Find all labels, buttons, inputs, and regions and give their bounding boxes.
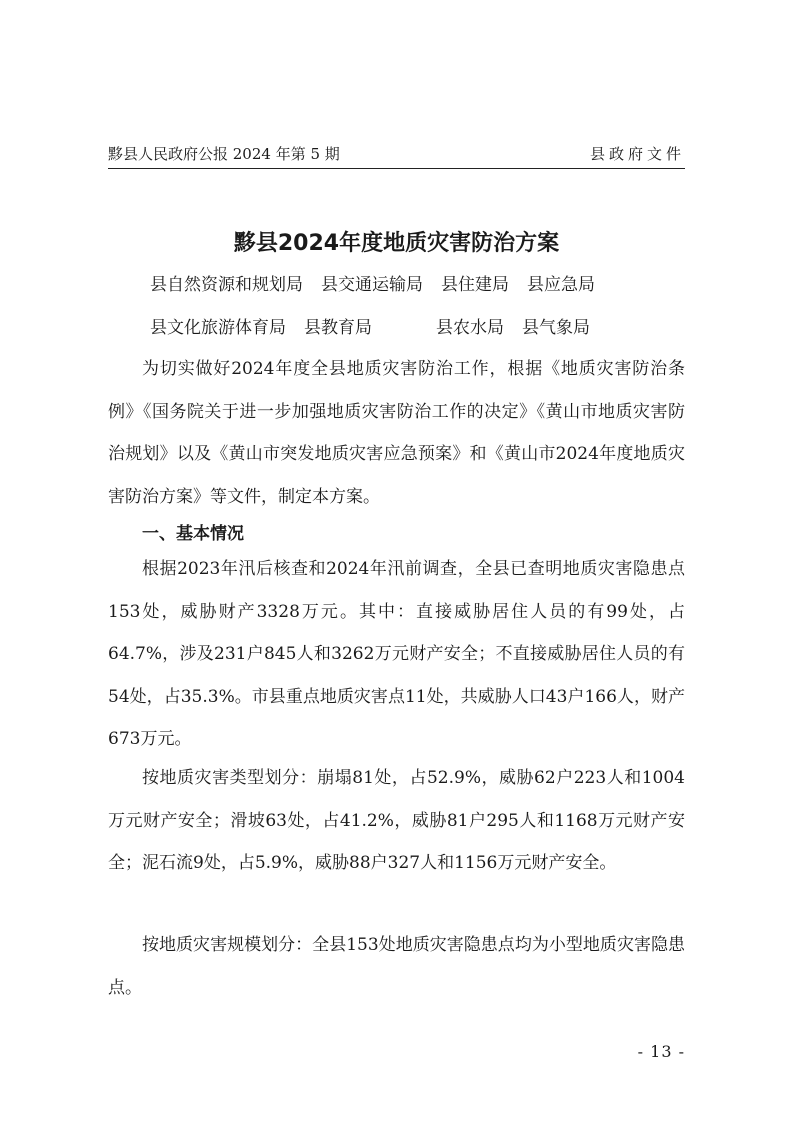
department-name: 县文化旅游体育局 (150, 318, 286, 338)
page-number: - 13 - (637, 1042, 685, 1061)
section-heading: 一、基本情况 (142, 524, 244, 544)
department-name: 县教育局 (304, 318, 372, 338)
department-name: 县交通运输局 (321, 275, 423, 295)
department-name: 县应急局 (527, 275, 595, 295)
departments-line-1 (150, 268, 685, 302)
body-paragraph: 按地质灾害类型划分：崩塌81处，占52.9%，威胁62户223人和1004万元财产安全；滑坡63处，占41.2%，威胁81户295人和1168万元财产安全；泥石流9处，占5.9%，威胁88户327人和1156万元财产安全。 (108, 768, 685, 873)
page-header (108, 140, 685, 168)
body-paragraph: 根据2023年汛后核查和2024年汛前调查，全县已查明地质灾害隐患点153处，威胁财产3328万元。其中：直接威胁居住人员的有99处，占64.7%，涉及231户845人和3262万元财产安全；不直接威胁居住人员的有54处，占35.3%。市县重点地质灾害点11处，共威胁人口43户166人，财产673万元。 (108, 559, 685, 749)
departments-line-2 (150, 311, 685, 345)
intro-paragraph: 为切实做好2024年度全县地质灾害防治工作，根据《地质灾害防治条例》《国务院关于进一步加强地质灾害防治工作的决定》《黄山市地质灾害防治规划》以及《黄山市突发地质灾害应急预案》和《黄山市2024年度地质灾害防治方案》等文件，制定本方案。 (108, 359, 685, 507)
gazette-issue-label: 黟县人民政府公报 2024 年第 5 期 (108, 145, 340, 163)
department-name: 县农水局 (436, 318, 504, 338)
department-name: 县自然资源和规划局 (150, 275, 303, 295)
body-paragraph: 按地质灾害规模划分：全县153处地质灾害隐患点均为小型地质灾害隐患点。 (108, 935, 685, 998)
document-category-label: 县政府文件 (589, 145, 685, 163)
document-title: 黟县2024年度地质灾害防治方案 (233, 231, 560, 256)
header-divider (108, 168, 685, 169)
department-name: 县气象局 (522, 318, 590, 338)
department-name: 县住建局 (441, 275, 509, 295)
